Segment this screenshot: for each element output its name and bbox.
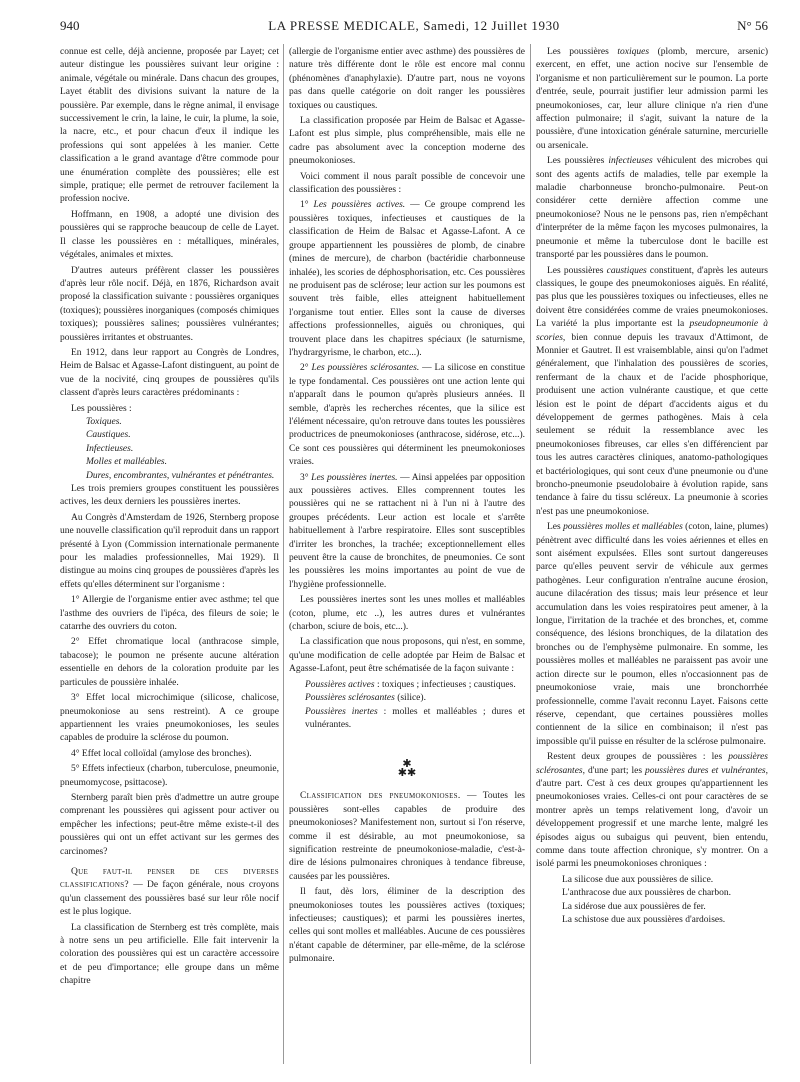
paragraph: 4° Effet local colloïdal (amylose des bronches). (71, 748, 252, 759)
paragraph: Voici comment il nous paraît possible de concevoir une classification des poussières : (289, 171, 525, 196)
list-item: La sidérose due aux poussières de fer. (562, 901, 706, 912)
column-2 (289, 46, 525, 969)
paragraph: Que faut-il penser de ces diverses classifications? — De façon générale, nous croyons qu'un classement des poussières basé sur leur rôle nocif est le plus logique. (60, 866, 279, 918)
paragraph: 1° Allergie de l'organisme entier avec asthme; tel que l'asthme des ouvriers de l'ipéca, des fileurs de soie; le catarrhe des ouvriers du coton. (60, 595, 279, 633)
paragraph: Les trois premiers groupes constituent les poussières actives, les deux derniers les poussières inertes. (60, 484, 279, 508)
dust-group-list (60, 403, 279, 483)
paragraph: D'autres auteurs préfèrent classer les poussières d'après leur rôle nocif. Déjà, en 1876, Richardson avait proposé la classification suivante : poussières organiques (toxiques); poussières inorganiques (composés chimiques toxiques); poussières salines; poussières vulnérantes; poussières irritantes et obstruantes. (60, 265, 279, 343)
column-divider (283, 44, 284, 1064)
paragraph: Au Congrès d'Amsterdam de 1926, Sternberg propose une nouvelle classification qu'il reproduit dans un rapport présenté à Lyon (Commission internationale permanente pour les maladies professionnelles, Mai 1929). Il distingue au moins cinq groupes de poussières d'après les effets qu'elles déterminent sur l'organisme : (60, 512, 279, 590)
pneumoconiosis-list (536, 874, 768, 928)
paragraph: Classification des pneumokonioses. — Toutes les poussières sont-elles capables de produire des pneumokonioses? Manifestement non, surtout si l'on réserve, comme il est désirable, au mot pneumokoniose, sa signification restreinte de pneumokoniose-maladie, c'est-à-dire de lésions pulmonaires chroniques à tendance fibreuse, causées par les poussières. (289, 791, 525, 882)
issue-number: N° 56 (737, 18, 768, 33)
paragraph: connue est celle, déjà ancienne, proposée par Layet; cet auteur distingue les poussières suivant leur origine : animale, végétale ou minérale. Dans chacun des groupes, Layet établit des divisions suivant la nature de la poussière. Par exemple, dans le règne animal, il envisage successivement le crin, la laine, le cuir, la plume, la soie, la nacre, etc., et pour chacun d'eux il indique les professions qui sont appelées à les manier. Cette classification a le grand avantage d'être commode pour une énumération complète des poussières; elle est simple, pratique; elle permet de retrouver facilement la profession nocive. (60, 47, 279, 205)
paragraph: 2° Effet chromatique local (anthracose simple, tabacose); le poumon ne présente aucune altération essentielle en dehors de la coloration produite par les particules de poussière inhalée. (60, 637, 279, 688)
page-header (60, 18, 768, 36)
paragraph: Hoffmann, en 1908, a adopté une division des poussières qui se rapproche beaucoup de celle de Layet. Il classe les poussières en : métalliques, minérales, végétales, animales et mixtes. (60, 209, 279, 261)
section-title: Les poussières actives. (313, 200, 406, 211)
running-title: LA PRESSE MEDICALE, Samedi, 12 Juillet 1930 (268, 18, 560, 33)
section-separator-asterism: ✱ ✱✱ (397, 758, 417, 780)
paragraph: 5° Effets infectieux (charbon, tuberculose, pneumonie, pneumomycose, psittacose). (60, 764, 279, 788)
section-heading: Classification des pneumokonioses. (300, 791, 461, 802)
schema-list (289, 679, 525, 733)
column-3 (536, 46, 768, 927)
paragraph: 3° Effet local microchimique (silicose, chalicose, pneumokoniose au sens restreint). A ce groupe appartiennent les vraies pneumokonioses, les seules capables de produire la sclérose du poumon. (60, 693, 279, 744)
paragraph: Les poussières caustiques constituent, d'après les auteurs classiques, le goupe des pneumokonioses aiguës. En réalité, pas plus que les poussières toxiques ou infectieuses, elles ne doivent être considérées comme de vraies pneumokonioses. La variété la plus importante est la pseudopneumonie à scories, bien connue depuis les travaux d'Attimont, de Monnier et Gautret. Il est vraisemblable, ainsi qu'on l'admet généralement, que l'inhalation des poussières de scories, renfermant de la chaux et de l'acide phosphorique, produisent une action vulnérante caustique, et que cette lésion est le point de départ d'accidents aigus et du développement de germes pathogènes. Mais à cela seulement se réduit la ressemblance avec les pneumokonioses fibreuses, car elles s'en différencient par tous les autres caractères cliniques, anatomo-pathologiques et bactériologiques, qui sont ceux d'une pneumonie ou d'une broncho-pneumonie pseudolobaire à évolution rapide, sans tendance à faire du tissu scléreux. La pneumonie à scories n'est pas une pneumokoniose. (536, 265, 768, 517)
paragraph: Les poussières infectieuses véhiculent des microbes qui sont des agents actifs de maladies, telle par exemple la maladie charbonneuse broncho-pulmonaire. Peut-on considérer cette dernière affection comme une pneumokoniose? Nous ne le pensons pas, rien n'empêchant d'interpréter de la même façon les mycoses pulmonaires, la pneumonie et même la tuberculose dont le bacille est transporté par les poussières dans le poumon. (536, 156, 768, 261)
section-heading: Que faut-il penser de ces diverses classifications? (60, 866, 279, 891)
list-item: Dures, encombrantes, vulnérantes et pénétrantes. (86, 470, 275, 481)
list-item: Infectieuses. (86, 443, 134, 454)
list-item: Toxiques. (86, 416, 122, 427)
list-item: Caustiques. (86, 430, 131, 441)
list-item: La schistose due aux poussières d'ardoises. (562, 915, 726, 925)
paragraph: Il faut, dès lors, éliminer de la description des pneumokonioses toutes les poussières actives (toxiques; infectieuses; caustiques); et parmi les poussières inertes, celles qui sont molles et malléables. Aucune de ces poussières n'étant capable de déterminer, par elle-même, de la sclérose pulmonaire. (289, 887, 525, 965)
paragraph: Les poussières inertes sont les unes molles et malléables (coton, plume, etc ..), les autres dures et vulnérantes (charbon, sciure de bois, etc...). (289, 595, 525, 633)
paragraph: Sternberg paraît bien près d'admettre un autre groupe comprenant les poussières qui agissent pour activer ou empêcher les infections; peut-être même existe-t-il des poussières qui ont un effet activant sur les germes des carcinomes? (60, 792, 279, 857)
paragraph: La classification de Sternberg est très complète, mais à notre sens un peu artificielle. Elle fait intervenir la coloration des poussières qui est un caractère accessoire et de peu d'importance; elle groupe dans un même chapitre (60, 922, 279, 987)
list-item: La silicose due aux poussières de silice. (562, 874, 714, 885)
paragraph: 1° Les poussières actives. — Ce groupe comprend les poussières toxiques, infectieuses et caustiques de la classification de Heim de Balsac et Agasse-Lafont. A ce groupe appartiennent les poussières de plomb, de cinabre (mines de mercure), de charbon (bactéridie charbonneuse inhalée), les scories de déphosphorisation, etc. Ces poussières ne produisent pas de sclérose; leur action sur les poumons est souvent très faible, elles atteignent habituellement l'organisme tout entier. Elles sont la cause de diverses affections professionnelles, aiguës ou chroniques, qui trouvent place dans les chapitres spéciaux (le saturnisme, l'hydrargyrisme, le charbon, etc...). (289, 200, 525, 358)
column-divider (530, 44, 531, 1064)
list-item: Poussières actives : toxiques ; infectieuses ; caustiques. (305, 679, 516, 690)
section-title: Les poussières inertes. (311, 472, 398, 483)
list-item: L'anthracose due aux poussières de charbon. (562, 888, 731, 899)
paragraph: La classification proposée par Heim de Balsac et Agasse-Lafont est plus simple, plus compréhensible, mais elle ne cadre pas absolument avec la conception moderne des pneumokonioses. (289, 116, 525, 167)
paragraph: Restent deux groupes de poussières : les poussières sclérosantes, d'une part; les poussières dures et vulnérantes, d'autre part. C'est à ces deux groupes qu'appartiennent les pneumokonioses vraies. Celles-ci ont pour caractères de se montrer après un temps relativement long, d'avoir un développement progressif et une marche lente, malgré les épisodes aigus ou subaigus qui peuvent, bien entendu, comme dans toute affection chronique, s'y montrer. On a isolé parmi les pneumokonioses chroniques : (536, 752, 768, 870)
list-heading: Les poussières : (71, 403, 132, 414)
list-item: Poussières inertes : molles et malléables ; dures et vulnérantes. (305, 706, 525, 730)
list-item: Molles et malléables. (86, 457, 167, 468)
paragraph: (allergie de l'organisme entier avec asthme) des poussières de nature très différente dont le rôle est encore mal connu (phénomènes d'anaphylaxie). D'autre part, nous ne voyons pas dans quelle catégorie on doit ranger les poussières toxiques ou caustiques. (289, 47, 525, 111)
paragraph: En 1912, dans leur rapport au Congrès de Londres, Heim de Balsac et Agasse-Lafont distinguent, au point de vue de la nocivité, cinq groupes de poussières qu'ils classent d'après leurs caractères prédominants : (60, 347, 279, 399)
paragraph: Les poussières toxiques (plomb, mercure, arsenic) exercent, en effet, une action nocive sur l'ensemble de l'organisme et non particulièrement sur le poumon. La porte d'entrée, seule, pourrait justifier leur admission parmi les pneumokonioses, car, leur allure clinique n'a rien d'une affection pulmonaire; il s'agit, suivant la nature de la poussière, d'une intoxication générale saturnine, mercurielle ou arsenicale. (536, 47, 768, 151)
paragraph: 3° Les poussières inertes. — Ainsi appelées par opposition aux poussières actives. Elles comprennent toutes les poussières qui ne se rattachent ni à l'un ni à l'autre des groupes précédents. Leur action est locale et s'arrête habituellement à l'arbre respiratoire. Elles sont susceptibles d'irriter les bronches, la trachée; exceptionnellement elles peuvent être la cause de bronchites, de pneumonies. Ce sont les poussières les moins importantes au point de vue de l'hygiène professionnelle. (289, 472, 526, 590)
column-1 (60, 46, 279, 991)
list-item: Poussières sclérosantes (silice). (305, 693, 426, 704)
paragraph: La classification que nous proposons, qui n'est, en somme, qu'une modification de celle adoptée par Heim de Balsac et Agasse-Lafont, peut être schématisée de la façon suivante : (289, 637, 525, 675)
section-title: Les poussières sclérosantes. (311, 363, 420, 374)
paragraph: Les poussières molles et malléables (coton, laine, plumes) pénètrent avec difficulté dans les voies aériennes et elles en sont aisément expulsées. Elles sont surtout dangereuses parce qu'elles peuvent servir de véhicule aux germes pathogènes. Leur configuration n'entraîne aucune érosion, aucune dilacération des tissus; mais leur présence et leur accumulation dans les voies respiratoires peut amener, à la longue, l'irritation de la trachée et des bronches, et, comme conséquence, des lésions bronchiques, de la dilatation des bronches ou de l'emphysème pulmonaire. En somme, les poussières molles et malléables ne paraissent pas avoir une action directe sur le poumon, elles n'occasionnent pas de pneumokoniose vraie, mais une bronchorrhée professionnelle, comme l'avait reconnu Layet. Faisons cette réserve, cependant, que certaines poussières molles contiennent de la silice en combinaison; il n'est pas impossible qu'il puisse en résulter de la sclérose pulmonaire. (536, 522, 769, 747)
page-number: 940 (60, 18, 80, 33)
paragraph: 2° Les poussières sclérosantes. — La silicose en constitue le type fondamental. Ces poussières ont une action lente qui n'apparaît dans le poumon qu'après plusieurs années. Il semble, d'après les recherches récentes, que la silice est l'élément nécessaire, qu'on retrouve dans toutes les poussières productrices de pneumokonioses (anthracose, sidérose, etc...). Ce sont ces poussières qui déterminent les pneumokonioses vraies. (289, 363, 526, 468)
